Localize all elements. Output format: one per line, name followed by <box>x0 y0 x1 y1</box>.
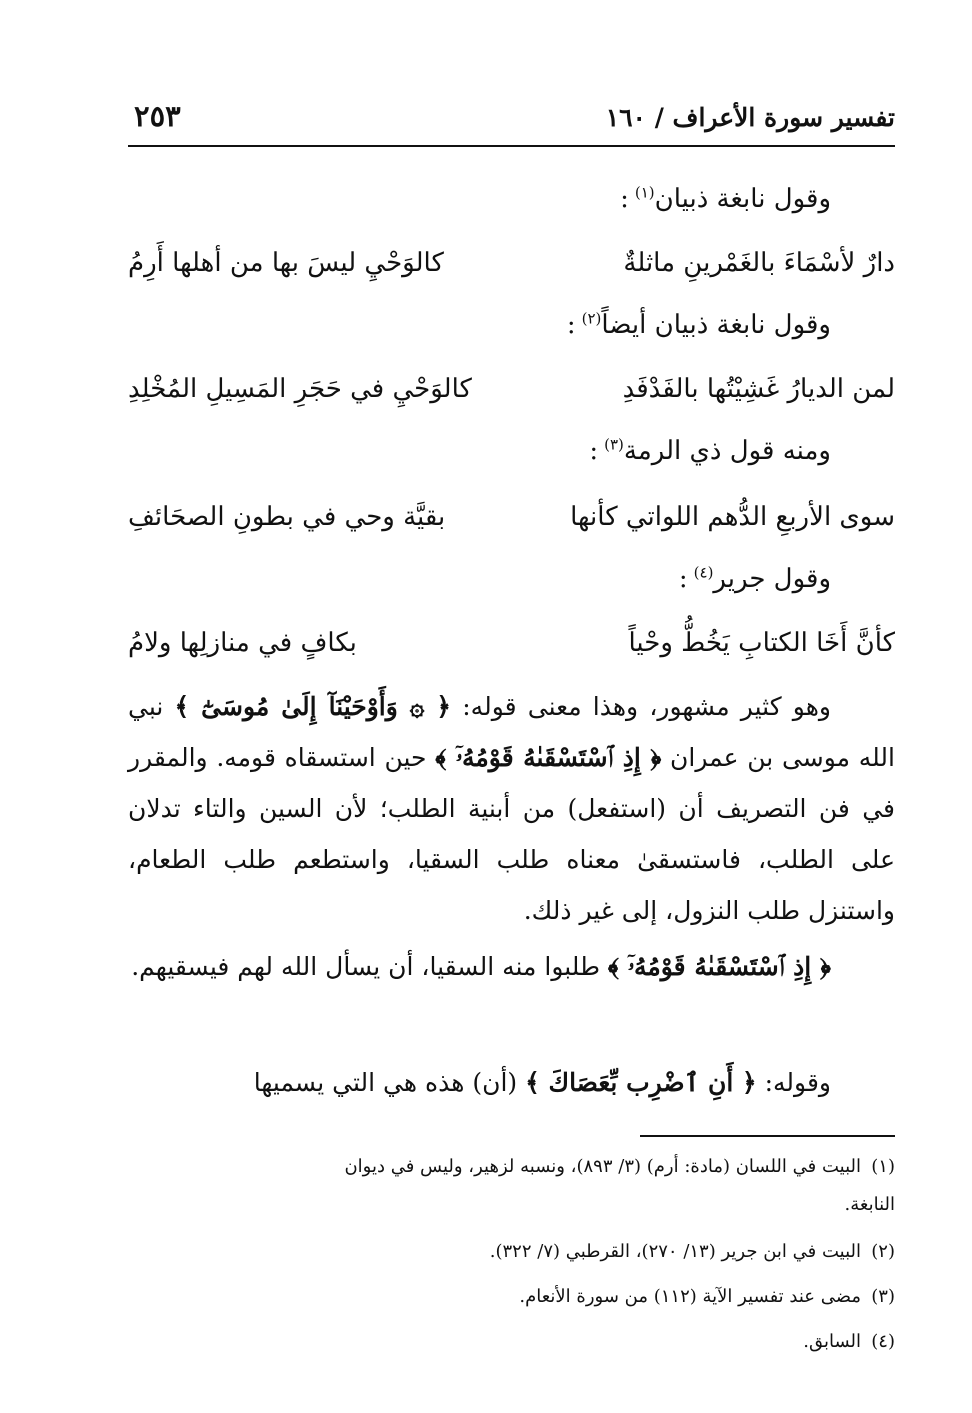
verse-first-hemistich: دارٌ لأسْمَاءَ بالغَمْرينِ ماثلةٌ <box>623 248 895 278</box>
intro-text: وقول جرير <box>713 564 831 594</box>
footnote <box>128 1278 895 1316</box>
verse-intro <box>128 559 831 599</box>
header-rule <box>128 145 895 147</box>
intro-colon: : <box>589 436 599 466</box>
verse-second-hemistich: كالوَحْيِ ليسَ بها من أهلها أَرِمُ <box>128 248 444 278</box>
quran-quote: ﴿ أَنِ ٱضْرِب بِّعَصَاكَ ﴾ <box>525 1068 757 1097</box>
running-header <box>128 95 895 143</box>
footnote-number: (١) <box>871 1156 895 1177</box>
footnote-text: البيت في ابن جرير (١٣/ ٢٧٠)، القرطبي (٧/ ٣٢٢). <box>489 1241 861 1262</box>
verse-second-hemistich: بكافٍ في منازلِها ولامُ <box>128 628 357 658</box>
footnote-text: النابغة. <box>844 1194 895 1215</box>
footnote <box>128 1148 895 1186</box>
footnote <box>128 1233 895 1271</box>
footnote-text: البيت في اللسان (مادة: أرم) (٣/ ٨٩٣)، ونسبه لزهير، وليس في ديوان <box>344 1156 861 1177</box>
running-title: تفسير سورة الأعراف / ١٦٠ <box>605 103 895 132</box>
verse-first-hemistich: كأنَّ أَخَا الكتابِ يَخُطُّ وحْياً <box>628 628 895 658</box>
intro-colon: : <box>566 310 576 340</box>
verse-second-hemistich: بقيَّة وحي في بطونِ الصحَائفِ <box>128 502 446 532</box>
footnote-ref: (٤) <box>693 563 714 582</box>
poetry-verse <box>128 621 895 665</box>
quran-quote: ﴿ إِذِ ٱسْتَسْقَىٰهُ قَوْمُهُۥٓ ﴾ <box>607 952 831 981</box>
footnote-separator <box>640 1135 895 1137</box>
footnote-continuation <box>128 1186 895 1224</box>
paragraph-text: طلبوا منه السقيا، أن يسأل الله لهم فيسقيهم. <box>131 952 608 981</box>
quran-quote: ﴿ إِذِ ٱسْتَسْقَىٰهُ قَوْمُهُۥٓ ﴾ <box>435 743 662 772</box>
body-paragraph <box>128 941 895 992</box>
body-paragraph <box>128 1057 895 1108</box>
book-page <box>128 95 895 1395</box>
paragraph-text: وقوله: <box>756 1068 831 1097</box>
paragraph-text: وهو كثير مشهور، وهذا معنى قوله: <box>451 692 831 721</box>
footnote <box>128 1323 895 1361</box>
footnote-ref: (٣) <box>604 435 624 454</box>
intro-text: ومنه قول ذي الرمة <box>623 436 831 466</box>
footnote-text: مضى عند تفسير الآية (١١٢) من سورة الأنعام. <box>519 1286 861 1307</box>
verse-intro <box>128 305 831 345</box>
footnote-number: (٤) <box>871 1331 895 1352</box>
intro-colon: : <box>678 564 688 594</box>
intro-text: وقول نابغة ذبيان <box>654 184 831 214</box>
intro-colon: : <box>620 184 629 214</box>
paragraph-text: نبي الله موسى بن عمران <box>128 692 895 772</box>
verse-first-hemistich: لمن الديارُ غَشِيْتُها بالفَدْفَدِ <box>622 374 895 404</box>
body-paragraph <box>128 681 895 936</box>
poetry-verse <box>128 241 895 285</box>
footnote-number: (٢) <box>871 1241 895 1262</box>
verse-intro <box>128 431 831 471</box>
poetry-verse <box>128 367 895 411</box>
verse-second-hemistich: كالوَحْيِ في حَجَرِ المَسِيلِ المُخْلِدِ <box>128 374 472 404</box>
footnote-text: السابق. <box>803 1331 861 1352</box>
intro-text: وقول نابغة ذبيان أيضاً <box>601 310 831 340</box>
verse-first-hemistich: سوى الأربعِ الدُّهم اللواتي كأنها <box>570 502 895 532</box>
footnote-number: (٣) <box>871 1286 895 1307</box>
page-number: ٢٥٣ <box>134 99 181 133</box>
quran-quote: ﴿ ۞ وَأَوْحَيْنَآ إِلَىٰ مُوسَىٰٓ ﴾ <box>174 692 452 721</box>
footnote-ref: (١) <box>634 183 655 202</box>
poetry-verse <box>128 495 895 539</box>
paragraph-text: حين استسقاه قومه. والمقرر في فن التصريف أن (استفعل) من أبنية الطلب؛ لأن السين والتاء تدلان على الطلب، فاستسقىٰ معناه طلب السقيا، واستطعم طلب الطعام، واستنزل طلب النزول، إلى غير ذلك. <box>128 743 895 925</box>
paragraph-text: (أن) هذه هي التي يسميها <box>253 1068 526 1097</box>
verse-intro <box>128 179 831 219</box>
footnote-ref: (٢) <box>581 309 602 328</box>
